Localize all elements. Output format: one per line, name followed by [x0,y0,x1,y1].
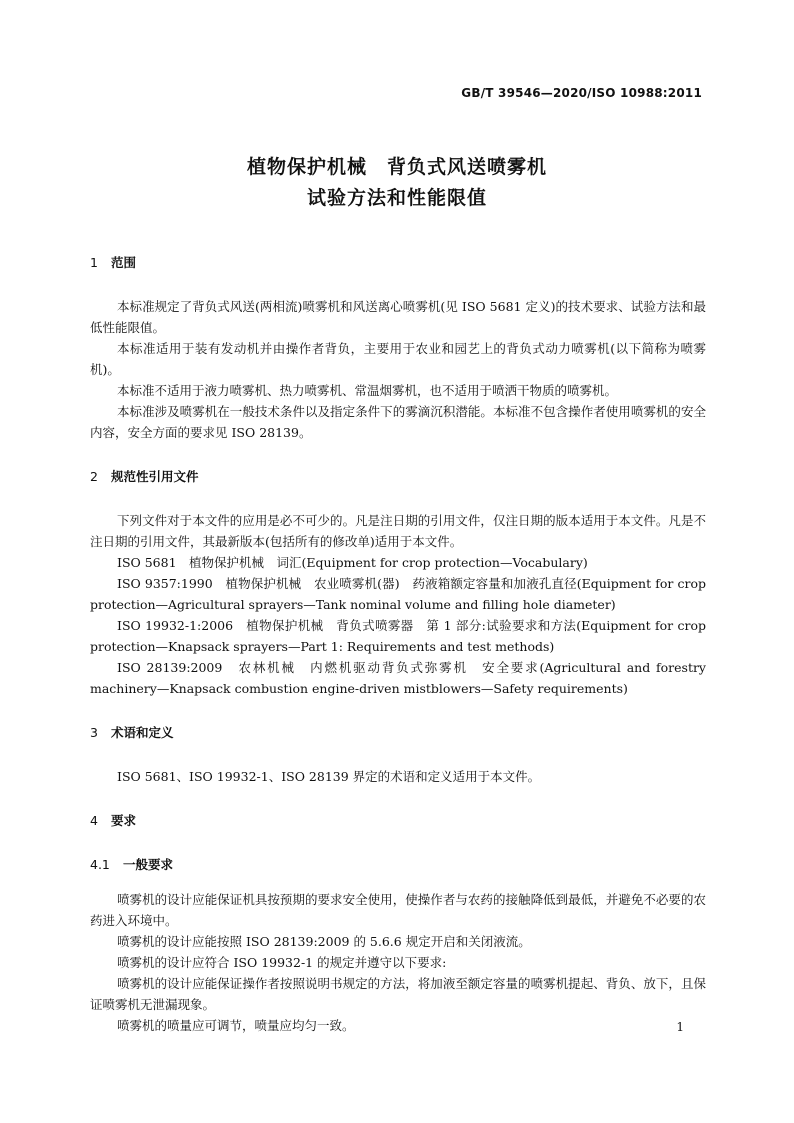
subsection-title: 一般要求 [123,857,174,872]
paragraph: 喷雾机的喷量应可调节，喷量应均匀一致。 [117,1018,355,1033]
section-heading [90,466,706,487]
paragraph: 喷雾机的设计应符合 ISO 19932-1 的规定并遵守以下要求: [117,955,447,970]
subsection-heading [90,854,706,875]
section-title: 规范性引用文件 [111,469,199,484]
paragraph: 下列文件对于本文件的应用是必不可少的。凡是注日期的引用文件，仅注日期的版本适用于本文件。凡是不注日期的引用文件，其最新版本(包括所有的修改单)适用于本文件。 [90,513,706,549]
document-title-line1: 植物保护机械 背负式风送喷雾机 [246,156,547,178]
reference-item: ISO 28139:2009 农林机械 内燃机驱动背负式弥雾机 安全要求(Agricultural and forestry machinery—Knapsack combustion engine-driven mistblowers—Safety requirements) [90,660,706,696]
paragraph: ISO 5681、ISO 19932-1、ISO 28139 界定的术语和定义适用于本文件。 [117,769,541,784]
reference-item: ISO 19932-1:2006 植物保护机械 背负式喷雾器 第 1 部分:试验要求和方法(Equipment for crop protection—Knapsack sprayers—Part 1: Requirements and test methods) [90,618,706,654]
subsection-number: 4.1 [90,857,110,872]
reference-item: ISO 9357:1990 植物保护机械 农业喷雾机(器) 药液箱额定容量和加液孔直径(Equipment for crop protection—Agricultural sprayers—Tank nominal volume and filling hole diameter) [90,576,706,612]
section-number: 4 [90,813,98,828]
section-number: 3 [90,725,98,740]
document-title-line2: 试验方法和性能限值 [306,187,487,209]
section-title: 要求 [111,813,137,828]
section-number: 1 [90,255,98,270]
section-number: 2 [90,469,98,484]
paragraph: 本标准不适用于液力喷雾机、热力喷雾机、常温烟雾机，也不适用于喷洒干物质的喷雾机。 [117,383,618,398]
paragraph: 本标准涉及喷雾机在一般技术条件以及指定条件下的雾滴沉积潜能。本标准不包含操作者使用喷雾机的安全内容，安全方面的要求见 ISO 28139。 [90,404,706,440]
paragraph: 本标准规定了背负式风送(两相流)喷雾机和风送离心喷雾机(见 ISO 5681 定义)的技术要求、试验方法和最低性能限值。 [90,299,706,335]
paragraph: 喷雾机的设计应能保证机具按预期的要求安全使用，使操作者与农药的接触降低到最低，并避免不必要的农药进入环境中。 [90,892,706,928]
document-body [90,252,706,1036]
reference-item: ISO 5681 植物保护机械 词汇(Equipment for crop protection—Vocabulary) [117,555,588,570]
paragraph: 喷雾机的设计应能保证操作者按照说明书规定的方法，将加液至额定容量的喷雾机提起、背负、放下，且保证喷雾机无泄漏现象。 [90,976,706,1012]
section-title: 范围 [111,255,137,270]
paragraph: 喷雾机的设计应能按照 ISO 28139:2009 的 5.6.6 规定开启和关闭液流。 [117,934,531,949]
standard-number: GB/T 39546—2020/ISO 10988:2011 [461,86,702,100]
section-heading [90,252,706,273]
section-title: 术语和定义 [111,725,174,740]
page-number: 1 [676,1020,684,1034]
section-heading [90,810,706,831]
section-heading [90,722,706,743]
paragraph: 本标准适用于装有发动机并由操作者背负，主要用于农业和园艺上的背负式动力喷雾机(以下简称为喷雾机)。 [90,341,706,377]
